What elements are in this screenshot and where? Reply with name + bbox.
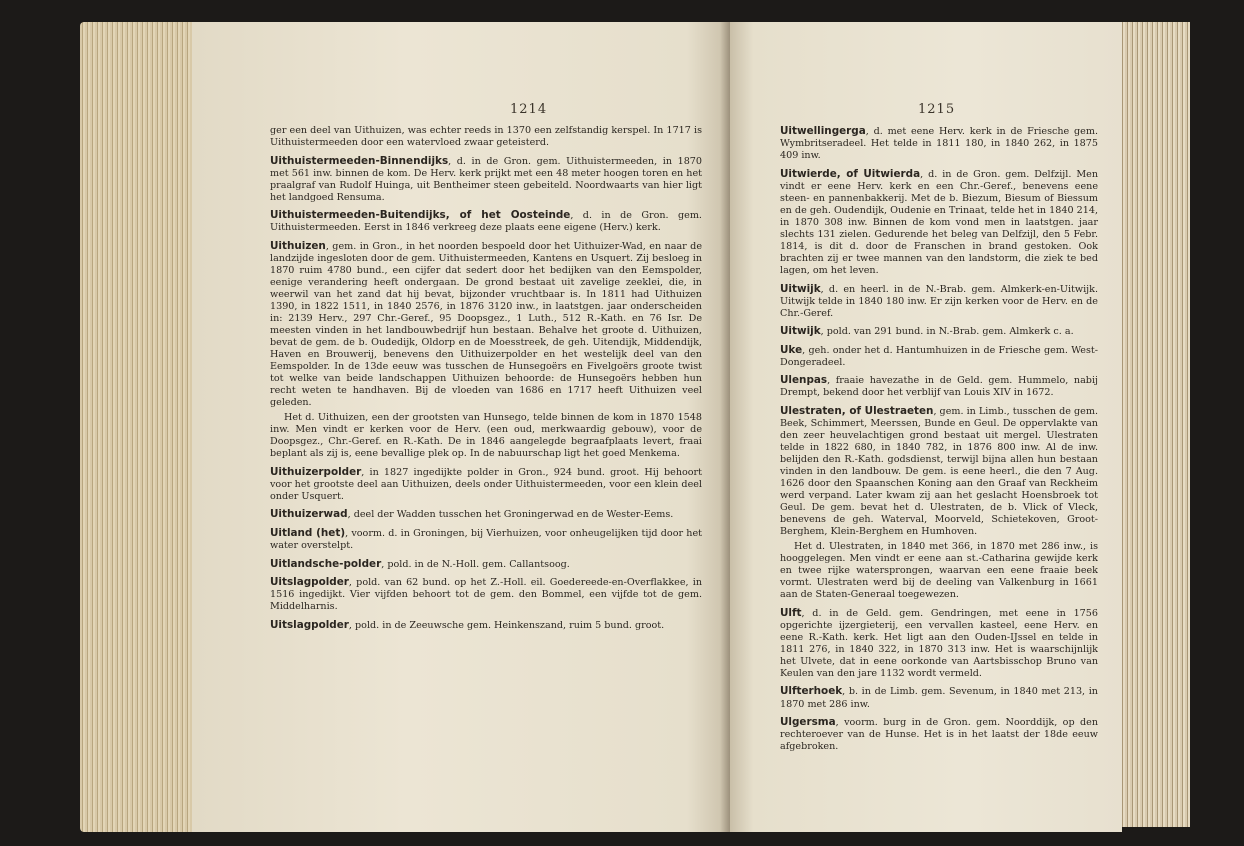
- entry-headword: Ulfterhoek: [780, 685, 843, 698]
- entry-body: Het d. Uithuizen, een der grootsten van Hunsego, telde binnen de kom in 1870 1548 inw. Men vindt er kerken voor de Herv. (een oud, merkwaardig gebouw), voor de Doopsgez., Chr.-Geref. en R.-Kath. De in 1846 aangelegde begraafplaats levert, fraai beplant als zij is, eene bevallige plek op. In de nabuurschap ligt het goed Menkema.: [270, 412, 702, 460]
- entry-body: , pold. in de N.-Holl. gem. Callantsoog.: [381, 558, 570, 570]
- entry-headword: Uitwellingerga: [780, 125, 866, 137]
- entry-body: , b. in de Limb. gem. Sevenum, in 1840 met 213, in 1870 met 286 inw.: [780, 686, 1098, 710]
- right-page-stack: [1120, 22, 1190, 827]
- entry-body: , geh. onder het d. Hantumhuizen in de Friesche gem. West-Dongeradeel.: [780, 344, 1098, 368]
- dictionary-entry: [780, 283, 1098, 320]
- entry-body: , pold. in de Zeeuwsche gem. Heinkenszand, ruim 5 bund. groot.: [348, 619, 665, 631]
- entry-body: , d. en heerl. in de N.-Brab. gem. Almkerk-en-Uitwijk. Uitwijk telde in 1840 180 inw. Er zijn kerken voor de Herv. en de Chr.-Geref.: [780, 283, 1098, 319]
- dictionary-entry: [270, 466, 702, 503]
- entry-headword: Ulft: [780, 606, 802, 619]
- dictionary-entry: [780, 374, 1098, 399]
- entry-headword: Uitland (het): [270, 526, 346, 539]
- left-page-text: [270, 125, 702, 637]
- dictionary-entry: [270, 412, 702, 460]
- dictionary-entry: [270, 576, 702, 613]
- entry-headword: Uitslagpolder: [270, 618, 349, 631]
- entry-body: Het d. Ulestraten, in 1840 met 366, in 1870 met 286 inw., is hooggelegen. Men vindt er eene aan st.-Catharina gewijde kerk en twee rijke watersprongen, waarvan een eene fraaie beek vormt. Ulestraten werd bij de deeling van Valkenburg in 1661 aan de Staten-Generaal toegewezen.: [780, 540, 1098, 601]
- entry-headword: Ulestraten, of Ulestraeten: [780, 404, 934, 417]
- entry-body: , voorm. burg in de Gron. gem. Noorddijk, op den rechteroever van de Hunse. Het is in het laatst der 18de eeuw afgebroken.: [780, 717, 1098, 753]
- entry-body: , pold. van 62 bund. op het Z.-Holl. eil. Goedereede-en-Overflakkee, in 1516 ingedijkt. Vier vijfden behoort tot de gem. den Bommel, een vijfde tot de gem. Middelharnis.: [270, 577, 702, 613]
- entry-body: , gem. in Gron., in het noorden bespoeld door het Uithuizer-Wad, en naar de landzijde ingesloten door de gem. Uithuistermeeden, Kantens en Usquert. Zij besloeg in 1870 ruim 4780 bund., een cijfer dat sedert door het bedijken van den Eemspolder, eenige verandering heeft ondergaan. De grond bestaat uit zavelige zeeklei, die, in weerwil van het zand dat hij bevat, bijzonder vruchtbaar is. In 1811 had Uithuizen 1390, in 1822 1511, in 1840 2576, in 1876 3120 inw., in laatstgen. jaar onderscheiden in: 2139 Herv., 297 Chr.-Geref., 95 Doopsgez., 1 Luth., 512 R.-Kath. en 76 Isr. De meesten vinden in het landbouwbedrijf hun bestaan. Behalve het groote d. Uithuizen, bevat de gem. de b. Oudedijk, Oldorp en de Moesstreek, de geh. Uitendijk, Middendijk, Haven en Brouwerij, benevens den Uithuizerpolder en het westelijk deel van den Eemspolder. In de 13de eeuw was tusschen de Hunsegoërs en Fivelgoërs groote twist tot welke van beide landschappen Uithuizen behoorde: de Hunsegoërs hebben hun recht weten te handhaven. Bij de vloeden van 1686 en 1717 heeft Uithuizen veel geleden.: [270, 240, 702, 409]
- entry-headword: Uitwijk: [780, 325, 821, 338]
- right-page: [730, 22, 1122, 832]
- left-page-stack: [80, 22, 192, 832]
- dictionary-entry: [780, 325, 1098, 338]
- entry-body: , d. in de Geld. gem. Gendringen, met eene in 1756 opgerichte ijzergieterij, een vervallen kasteel, eene Herv. en eene R.-Kath. kerk. Het ligt aan den Ouden-IJssel en telde in 1811 276, in 1840 322, in 1870 313 inw. Het is waarschijnlijk het Ulvete, dat in eene oorkonde van Aartsbisschop Bruno van Keulen van den jare 1132 wordt vermeld.: [780, 607, 1098, 679]
- entry-headword: Uithuizerpolder: [270, 465, 362, 478]
- dictionary-entry: [270, 209, 702, 234]
- entry-headword: Uithuizerwad: [270, 508, 348, 521]
- entry-body: , d. met eene Herv. kerk in de Friesche gem. Wymbritseradeel. Het telde in 1811 180, in 1840 262, in 1875 409 inw.: [780, 126, 1098, 162]
- entry-body: , d. in de Gron. gem. Uithuistermeeden. Eerst in 1846 verkreeg deze plaats eene eigene (Herv.) kerk.: [270, 210, 702, 234]
- dictionary-entry: [270, 619, 702, 632]
- entry-body: , gem. in Limb., tusschen de gem. Beek, Schimmert, Meerssen, Bunde en Geul. De oppervlakte van den zeer heuvelachtigen grond bestaat uit mergel. Ulestraten telde in 1822 680, in 1840 782, in 1876 800 inw. Al de inw. belijden den R.-Kath. godsdienst, terwijl bijna allen hun bestaan vinden in den landbouw. De gem. is eene heerl., die den 7 Aug. 1626 door den Spaanschen Koning aan den Graaf van Reckheim werd verpand. Later kwam zij aan het geslacht Hoensbroek tot Geul. De gem. bevat het d. Ulestraten, de b. Vlick of Vleck, benevens de geh. Waterval, Moorveld, Schietekoven, Groot-Berghem, Klein-Berghem en Humhoven.: [780, 405, 1098, 538]
- dictionary-entry: [780, 541, 1098, 601]
- dictionary-entry: [780, 716, 1098, 753]
- dictionary-entry: [780, 607, 1098, 680]
- entry-body: ger een deel van Uithuizen, was echter reeds in 1370 een zelfstandig kerspel. In 1717 is Uithuistermeeden door een watervloed zwaar geteisterd.: [270, 125, 702, 149]
- entry-headword: Uitwijk: [780, 282, 821, 295]
- entry-headword: Ulenpas: [780, 374, 828, 387]
- page-number: 1214: [510, 102, 548, 117]
- entry-body: , in 1827 ingedijkte polder in Gron., 924 bund. groot. Hij behoort voor het grootste deel aan Uithuizen, deels onder Uithuistermeeden, voor een klein deel onder Usquert.: [270, 466, 702, 502]
- dictionary-entry: [780, 168, 1098, 277]
- entry-headword: Uithuizen: [270, 239, 326, 252]
- left-page: [192, 22, 730, 832]
- entry-headword: Ulgersma: [780, 716, 836, 729]
- dictionary-entry: [780, 405, 1098, 539]
- dictionary-entry: [270, 240, 702, 410]
- dictionary-entry: [780, 344, 1098, 369]
- dictionary-entry: [780, 685, 1098, 710]
- entry-body: , voorm. d. in Groningen, bij Vierhuizen, voor onheugelijken tijd door het water overstelpt.: [270, 527, 703, 551]
- entry-body: , d. in de Gron. gem. Delfzijl. Men vindt er eene Herv. kerk en een Chr.-Geref., benevens eene steen- en pannenbakkerij. Met de b. Biezum, Biesum of Biessum en de geh. Oudendijk, Oudenie en Trinaat, telde het in 1840 214, in 1870 308 inw. Binnen de kom vond men in laatstgen. jaar slechts 131 zielen. Gedurende het beleg van Delfzijl, den 5 Febr. 1814, is dit d. door de Franschen in brand gestoken. Ook brachten zij er twee mannen van den landstorm, die ziek te bed lagen, om het leven.: [780, 168, 1098, 277]
- entry-headword: Uitslagpolder: [270, 576, 349, 589]
- entry-headword: Uitwierde, of Uitwierda: [780, 167, 921, 180]
- entry-body: , fraaie havezathe in de Geld. gem. Hummelo, nabij Drempt, bekend door het verblijf van Louis XIV in 1672.: [780, 375, 1098, 399]
- dictionary-entry: [780, 125, 1098, 162]
- entry-body: , deel der Wadden tusschen het Groningerwad en de Wester-Eems.: [347, 509, 674, 521]
- page-number: 1215: [918, 102, 956, 117]
- dictionary-entry: [270, 527, 702, 552]
- open-book: [80, 22, 1190, 832]
- dictionary-entry: [270, 155, 702, 204]
- dictionary-entry: [270, 508, 702, 521]
- right-page-text: [780, 125, 1098, 759]
- entry-headword: Uithuistermeeden-Binnendijks: [270, 154, 449, 167]
- dictionary-entry: [270, 558, 702, 571]
- entry-body: , pold. van 291 bund. in N.-Brab. gem. Almkerk c. a.: [820, 326, 1074, 338]
- entry-headword: Uke: [780, 343, 803, 356]
- entry-headword: Uithuistermeeden-Buitendijks, of het Oosteinde: [270, 209, 571, 222]
- entry-headword: Uitlandsche-polder: [270, 557, 382, 570]
- entry-body: , d. in de Gron. gem. Uithuistermeeden, in 1870 met 561 inw. binnen de kom. De Herv. kerk prijkt met een 48 meter hoogen toren en het praalgraf van Rudolf Huinga, uit Bentheimer steen gebeiteld. Noordwaarts van hier ligt het landgoed Rensuma.: [270, 155, 702, 203]
- dictionary-entry: [270, 125, 702, 149]
